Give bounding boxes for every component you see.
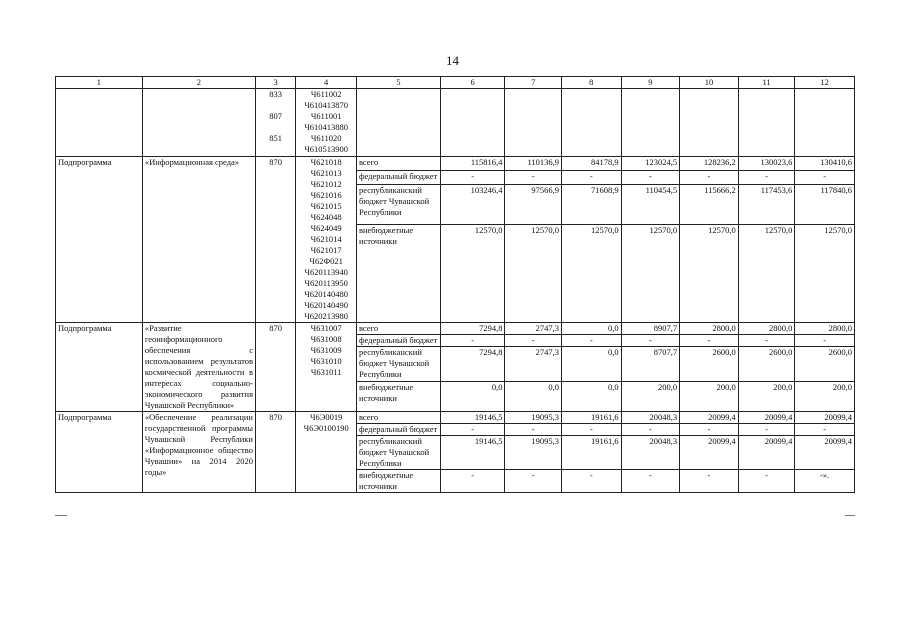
code-3: 807 [269,111,283,121]
row-codes [296,323,357,412]
row-type: Подпрограмма [56,157,143,323]
header-cell: 9 [621,77,680,89]
code-3 [258,100,293,111]
value-cell: 200,0 [621,382,680,412]
value-cell: 12570,0 [621,225,680,323]
value-cell: - [505,470,562,493]
value-cell: - [795,424,855,436]
value-cell: 2747,3 [505,323,562,335]
value-cell: 2600,0 [795,347,855,382]
value-cell: 19161,6 [562,412,622,424]
value-cell: - [505,335,562,347]
value-cell: 0,0 [440,382,505,412]
header-cell: 12 [795,77,855,89]
value-cell: - [621,171,680,185]
value-cell: 0,0 [505,382,562,412]
code-3: 851 [269,133,283,143]
code: Ч631011 [310,367,342,377]
value-cell: 110136,9 [505,157,562,171]
value-cell: 71608,9 [562,185,622,225]
value-cell: 20048,3 [621,412,680,424]
empty-cell [621,89,680,157]
value-cell: - [680,335,739,347]
code-3 [258,122,293,133]
code: Ч621016 [310,190,342,200]
row-codes [296,412,357,493]
value-cell: 2747,3 [505,347,562,382]
header-cell: 3 [255,77,295,89]
value-cell: 7294,8 [440,323,505,335]
value-cell: 19161,6 [562,436,622,470]
row-type: Подпрограмма [56,323,143,412]
source-label: федеральный бюджет [356,424,440,436]
header-cell: 10 [680,77,739,89]
source-label: всего [356,323,440,335]
empty-cell [738,89,795,157]
value-cell: - [440,424,505,436]
source-label: федеральный бюджет [356,335,440,347]
header-cell: 7 [505,77,562,89]
value-cell: 12570,0 [795,225,855,323]
value-cell: 97566,9 [505,185,562,225]
budget-table [55,76,855,493]
value-cell: - [440,335,505,347]
value-cell: 200,0 [680,382,739,412]
row-col3: 870 [255,323,295,412]
header-cell: 4 [296,77,357,89]
value-cell: 110454,5 [621,185,680,225]
code: Ч631009 [310,345,342,355]
code: Ч62Ф021 [309,256,343,266]
value-cell: 20099,4 [738,412,795,424]
value-cell: 128236,2 [680,157,739,171]
header-cell: 6 [440,77,505,89]
continuation-col3 [255,89,295,157]
code-4: Ч611001 [310,111,342,121]
value-cell: 117453,6 [738,185,795,225]
value-cell: - [562,171,622,185]
value-cell: -». [795,470,855,493]
value-cell: 19095,3 [505,436,562,470]
header-cell: 8 [562,77,622,89]
value-cell: 0,0 [562,347,622,382]
value-cell: 84178,9 [562,157,622,171]
code: Ч620113950 [304,278,348,288]
value-cell: 200,0 [795,382,855,412]
code-3: 833 [269,89,283,99]
empty-cell [505,89,562,157]
value-cell: 12570,0 [505,225,562,323]
code: Ч624048 [310,212,342,222]
value-cell: - [680,424,739,436]
row-col3: 870 [255,157,295,323]
value-cell: 20099,4 [680,436,739,470]
value-cell: 2800,0 [795,323,855,335]
header-cell: 2 [142,77,255,89]
value-cell: 115816,4 [440,157,505,171]
code-4: Ч610413880 [304,122,349,132]
row-codes [296,157,357,323]
value-cell: 130023,6 [738,157,795,171]
row-col3: 870 [255,412,295,493]
value-cell: - [562,335,622,347]
code: Ч621018 [310,157,342,167]
value-cell: 0,0 [562,382,622,412]
value-cell: 115666,2 [680,185,739,225]
table-row [56,323,855,335]
value-cell: 130410,6 [795,157,855,171]
value-cell: - [738,470,795,493]
code: Ч621013 [310,168,342,178]
value-cell: 20048,3 [621,436,680,470]
value-cell: 8707,7 [621,347,680,382]
value-cell: 200,0 [738,382,795,412]
value-cell: 12570,0 [680,225,739,323]
cut-mark-left [55,515,67,516]
value-cell: 2800,0 [738,323,795,335]
code: Ч621015 [310,201,342,211]
value-cell: - [795,335,855,347]
value-cell: - [562,424,622,436]
code: Ч6Э0019 [309,412,343,422]
value-cell: - [505,171,562,185]
value-cell: 12570,0 [440,225,505,323]
value-cell: 20099,4 [795,436,855,470]
code: Ч624049 [310,223,342,233]
empty-cell [142,89,255,157]
value-cell: - [680,171,739,185]
source-label: всего [356,412,440,424]
value-cell: 8907,7 [621,323,680,335]
source-label: внебюджетные источники [356,225,440,323]
value-cell: 0,0 [562,323,622,335]
value-cell: - [505,424,562,436]
value-cell: - [738,424,795,436]
value-cell: - [738,335,795,347]
header-row [56,77,855,89]
code: Ч620213980 [304,311,349,321]
subprogram-name: «Информационная среда» [142,157,255,323]
code: Ч6Э0100190 [303,423,349,433]
empty-cell [440,89,505,157]
value-cell: 117840,6 [795,185,855,225]
value-cell: 20099,4 [738,436,795,470]
value-cell: 12570,0 [562,225,622,323]
source-label: республиканский бюджет Чувашской Республики [356,347,440,382]
table-row [56,157,855,171]
empty-cell [562,89,622,157]
empty-cell [56,89,143,157]
value-cell: 12570,0 [738,225,795,323]
value-cell: - [621,335,680,347]
source-label: республиканский бюджет Чувашской Республики [356,185,440,225]
row-type: Подпрограмма [56,412,143,493]
code: Ч620140480 [304,289,349,299]
code: Ч631008 [310,334,342,344]
subprogram-name: «Развитие геоинформационного обеспечения с использованием результатов космической деятельности в интересах социально-экономического развития Чувашской Республики» [142,323,255,412]
code: Ч631010 [310,356,342,366]
page-number: 14 [446,53,459,68]
code-4: Ч610413870 [304,100,349,110]
code-4: Ч611002 [310,89,342,99]
code: Ч621012 [310,179,342,189]
code: Ч621014 [310,234,342,244]
value-cell: 103246,4 [440,185,505,225]
value-cell: - [738,171,795,185]
empty-cell [680,89,739,157]
source-label: республиканский бюджет Чувашской Республики [356,436,440,470]
value-cell: - [562,470,622,493]
header-cell: 1 [56,77,143,89]
value-cell: 2800,0 [680,323,739,335]
value-cell: - [440,470,505,493]
header-cell: 5 [356,77,440,89]
code: Ч620140490 [304,300,349,310]
value-cell: 2600,0 [738,347,795,382]
value-cell: - [440,171,505,185]
value-cell: 19146,5 [440,436,505,470]
subprogram-name: «Обеспечение реализации государственной программы Чувашской Республики «Информационное общество Чувашии» на 2014 2020 годы» [142,412,255,493]
source-label: всего [356,157,440,171]
header-cell: 11 [738,77,795,89]
value-cell: - [795,171,855,185]
value-cell: 123024,5 [621,157,680,171]
empty-cell [356,89,440,157]
value-cell: 19146,5 [440,412,505,424]
code-4: Ч610513900 [304,144,349,154]
source-label: внебюджетные источники [356,470,440,493]
value-cell: 19095,3 [505,412,562,424]
continuation-col4 [296,89,357,157]
value-cell: - [680,470,739,493]
empty-cell [795,89,855,157]
continuation-row [56,89,855,157]
source-label: внебюджетные источники [356,382,440,412]
code: Ч631007 [310,323,342,333]
code: Ч621017 [310,245,342,255]
value-cell: 20099,4 [795,412,855,424]
code-4: Ч611020 [310,133,342,143]
value-cell: - [621,424,680,436]
table-row [56,412,855,424]
value-cell: 7294,8 [440,347,505,382]
value-cell: - [621,470,680,493]
cut-mark-right [845,515,855,516]
source-label: федеральный бюджет [356,171,440,185]
value-cell: 2600,0 [680,347,739,382]
code: Ч620113940 [304,267,348,277]
value-cell: 20099,4 [680,412,739,424]
